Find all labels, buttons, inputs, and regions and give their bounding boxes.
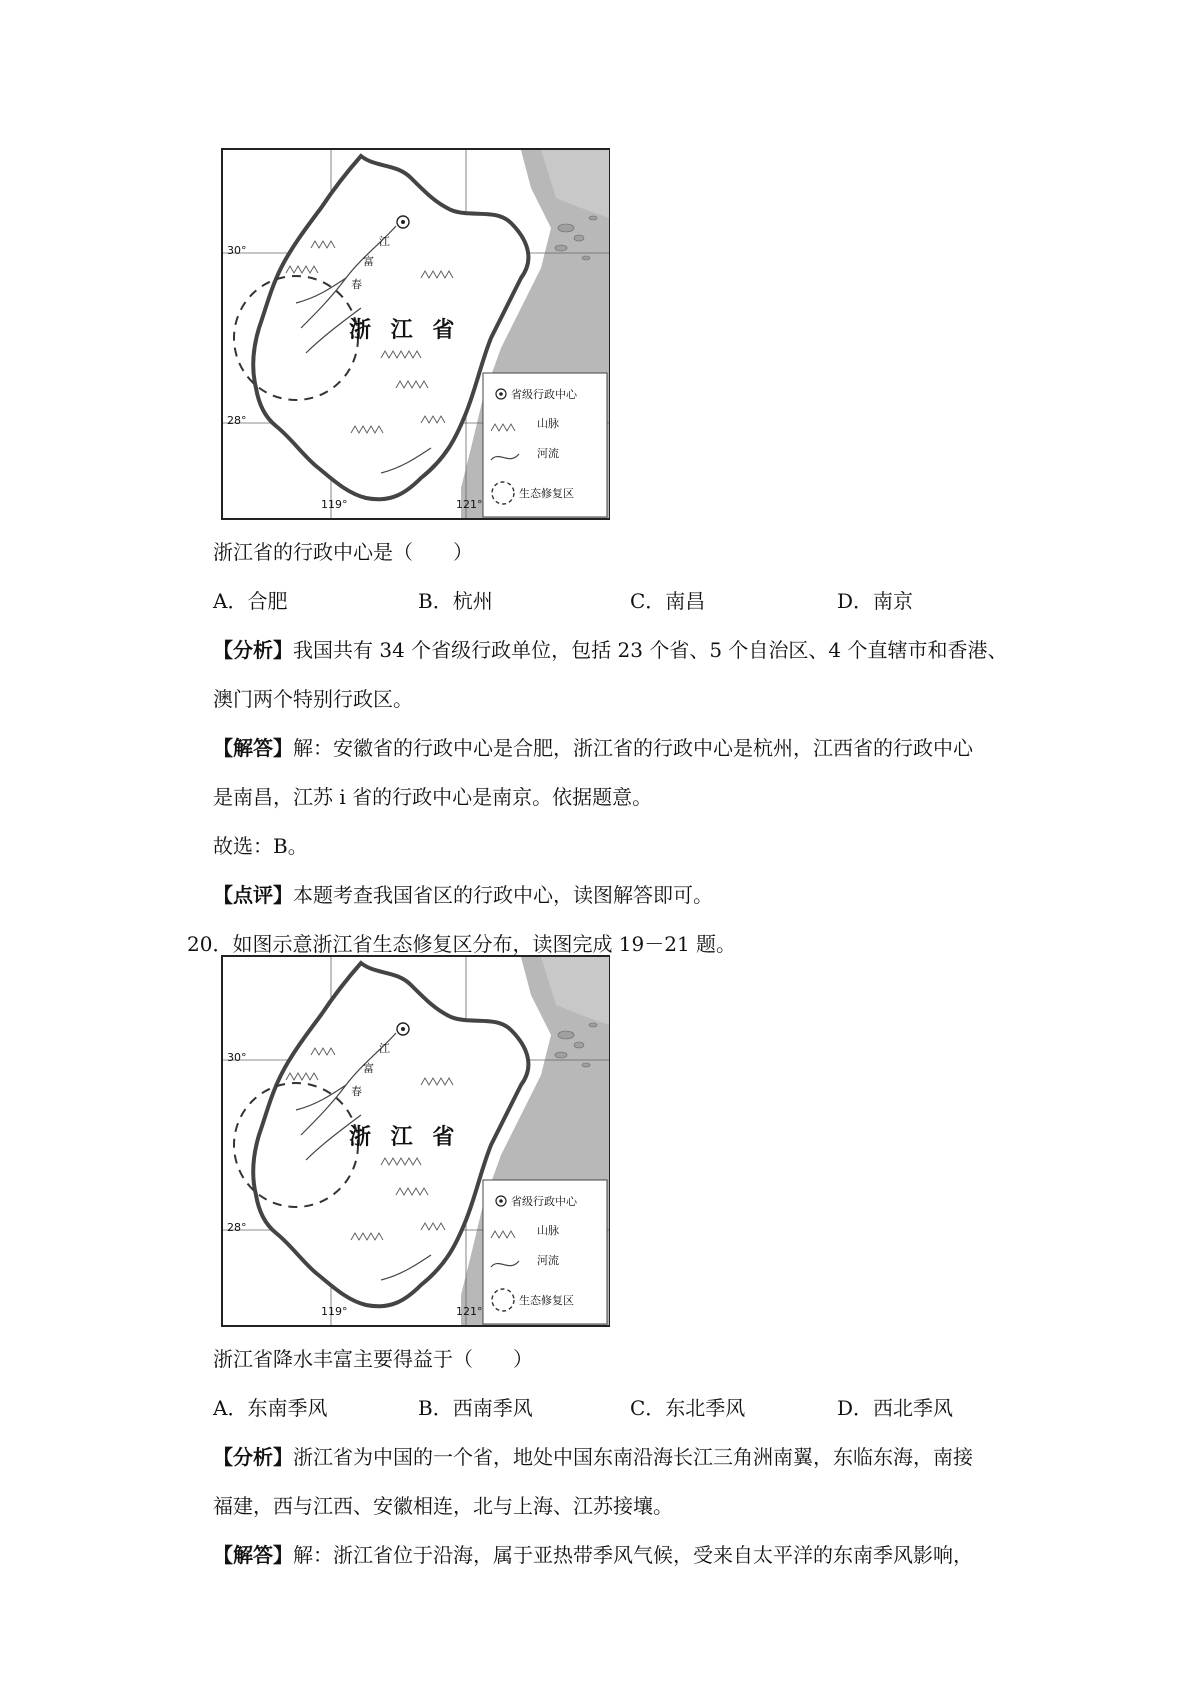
- q20-option-b: B．西南季风: [418, 1396, 533, 1420]
- q19-comment: 【点评】本题考查我国省区的行政中心，读图解答即可。: [213, 883, 713, 907]
- q19-analysis-line-2: 澳门两个特别行政区。: [213, 687, 413, 711]
- legend-label-eco-zone: 生态修复区: [519, 487, 574, 500]
- river-char-chun: 春: [351, 278, 362, 291]
- q20-analysis-line-2: 福建，西与江西、安徽相连，北与上海、江苏接壤。: [213, 1494, 673, 1518]
- answer-tag: 【解答】: [213, 1543, 293, 1567]
- q20-analysis-line-1: 【分析】浙江省为中国的一个省，地处中国东南沿海长江三角洲南翼，东临东海，南接: [213, 1445, 973, 1469]
- lat-label-30: 30°: [227, 1051, 247, 1064]
- river-char-fu: 富: [363, 1062, 374, 1075]
- answer-tag: 【解答】: [213, 736, 293, 760]
- q19-stem: 浙江省的行政中心是（ ）: [213, 540, 473, 564]
- lat-label-28: 28°: [227, 1221, 247, 1234]
- lon-label-119: 119°: [321, 498, 348, 511]
- analysis-tag: 【分析】: [213, 1445, 293, 1469]
- q19-option-d: D．南京: [837, 589, 914, 613]
- lat-label-28: 28°: [227, 414, 247, 427]
- river-char-jiang: 江: [379, 235, 390, 248]
- lon-label-121: 121°: [456, 498, 483, 511]
- legend-label-mountain: 山脉: [537, 1224, 559, 1237]
- river-char-chun: 春: [351, 1085, 362, 1098]
- province-label: 浙 江 省: [349, 318, 461, 343]
- zhejiang-map-2: [221, 955, 610, 1327]
- q20-stem: 浙江省降水丰富主要得益于（ ）: [213, 1347, 533, 1371]
- legend-label-mountain: 山脉: [537, 417, 559, 430]
- q20-option-c: C．东北季风: [630, 1396, 746, 1420]
- comment-tag: 【点评】: [213, 883, 293, 907]
- river-char-jiang: 江: [379, 1042, 390, 1055]
- q20-intro: 20．如图示意浙江省生态修复区分布，读图完成 19－21 题。: [187, 932, 737, 956]
- lon-label-119: 119°: [321, 1305, 348, 1318]
- q20-option-d: D．西北季风: [837, 1396, 954, 1420]
- legend-label-river: 河流: [537, 1254, 559, 1267]
- q20-option-a: A．东南季风: [213, 1396, 328, 1420]
- q19-option-b: B．杭州: [418, 589, 493, 613]
- lat-label-30: 30°: [227, 244, 247, 257]
- q19-answer-line-1: 【解答】解：安徽省的行政中心是合肥，浙江省的行政中心是杭州，江西省的行政中心: [213, 736, 973, 760]
- capital-marker: [397, 1023, 409, 1035]
- q19-choice: 故选：B。: [213, 834, 308, 858]
- q19-option-a: A．合肥: [213, 589, 288, 613]
- legend-label-river: 河流: [537, 447, 559, 460]
- legend-label-eco-zone: 生态修复区: [519, 1294, 574, 1307]
- legend-label-capital: 省级行政中心: [511, 1195, 577, 1208]
- q20-answer-line-1: 【解答】解：浙江省位于沿海，属于亚热带季风气候，受来自太平洋的东南季风影响，: [213, 1543, 973, 1567]
- river-char-fu: 富: [363, 255, 374, 268]
- analysis-tag: 【分析】: [213, 638, 293, 662]
- q19-analysis-line-1: 【分析】我国共有 34 个省级行政单位，包括 23 个省、5 个自治区、4 个直辖市和香港、: [213, 638, 1008, 662]
- q19-answer-line-2: 是南昌，江苏 i 省的行政中心是南京。依据题意。: [213, 785, 653, 809]
- legend-label-capital: 省级行政中心: [511, 388, 577, 401]
- province-label: 浙 江 省: [349, 1125, 461, 1150]
- q19-option-c: C．南昌: [630, 589, 706, 613]
- lon-label-121: 121°: [456, 1305, 483, 1318]
- zhejiang-map-1: [221, 148, 610, 520]
- capital-marker: [397, 216, 409, 228]
